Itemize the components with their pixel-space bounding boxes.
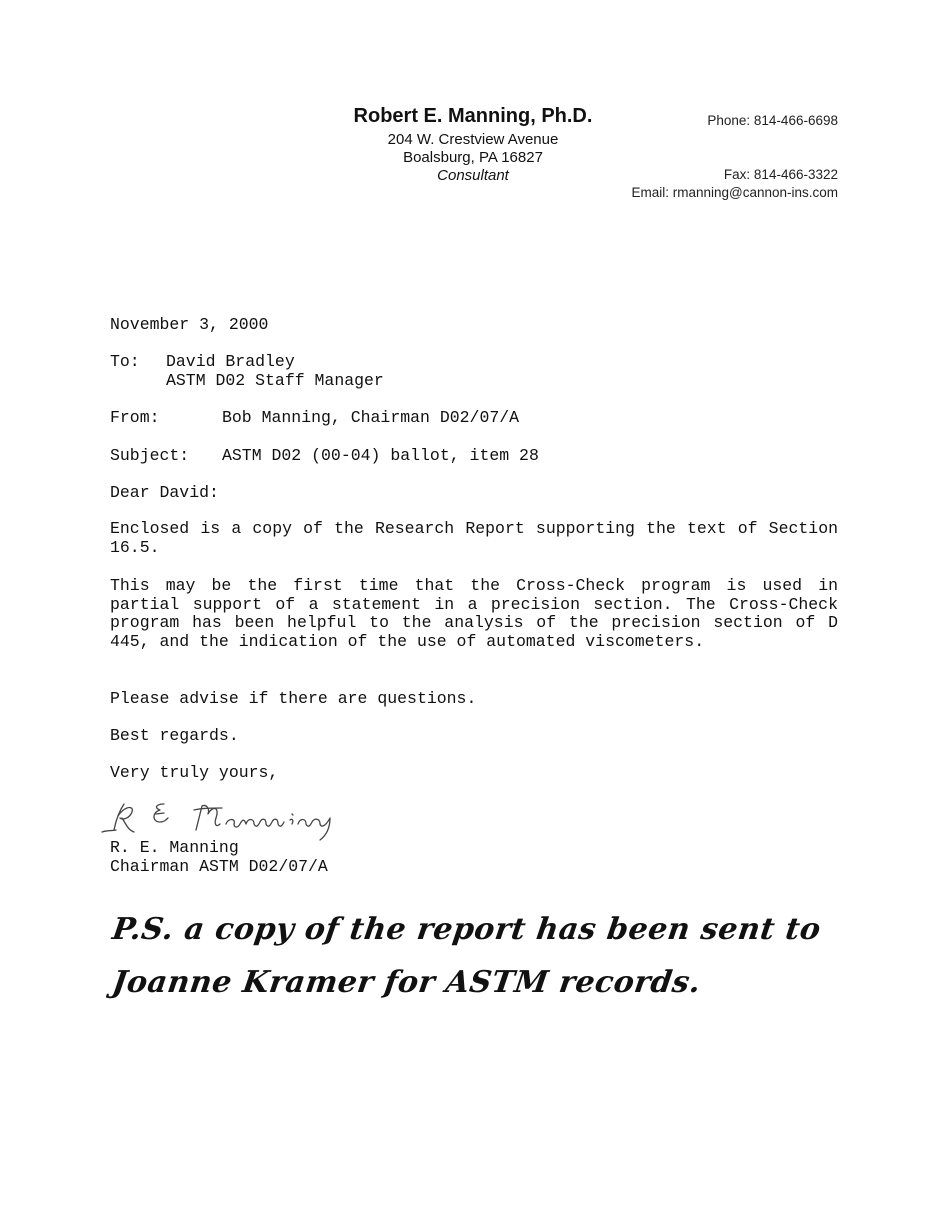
memo-to-title: ASTM D02 Staff Manager bbox=[166, 371, 384, 390]
memo-from-line bbox=[110, 408, 519, 427]
letterhead-phone: Phone: 814-466-6698 bbox=[707, 113, 838, 128]
postscript-line-1: P.S. a copy of the report has been sent to bbox=[110, 912, 824, 947]
best-regards: Best regards. bbox=[110, 726, 239, 745]
salutation: Dear David: bbox=[110, 483, 219, 502]
letterhead-address-line2: Boalsburg, PA 16827 bbox=[403, 149, 543, 166]
letterhead-fax: Fax: 814-466-3322 bbox=[723, 167, 838, 182]
body-paragraph-1: Enclosed is a copy of the Research Report supporting the text of Section 16.5. bbox=[110, 519, 838, 557]
memo-subject-label: Subject: bbox=[110, 446, 190, 465]
letterhead-title: Consultant bbox=[437, 167, 509, 184]
memo-to-line bbox=[110, 352, 295, 371]
signer-name: R. E. Manning bbox=[110, 838, 239, 857]
memo-from-label: From: bbox=[110, 408, 160, 427]
memo-to-label: To: bbox=[110, 352, 140, 371]
letterhead-address-line1: 204 W. Crestview Avenue bbox=[387, 131, 559, 148]
letterhead-email: Email: rmanning@cannon-ins.com bbox=[631, 185, 838, 200]
memo-from-value: Bob Manning, Chairman D02/07/A bbox=[222, 408, 520, 427]
handwritten-signature bbox=[98, 796, 348, 842]
memo-to-name: David Bradley bbox=[166, 352, 295, 371]
signer-title: Chairman ASTM D02/07/A bbox=[110, 857, 328, 876]
letter-date: November 3, 2000 bbox=[110, 315, 269, 334]
body-paragraph-2: This may be the first time that the Cross-Check program is used in partial support of a statement in a precision section. The Cross-Check program has been helpful to the analysis of the precision section of D 445, and the indication of the use of automated viscometers. bbox=[110, 576, 838, 652]
memo-subject-line bbox=[110, 446, 539, 465]
letterhead-name: Robert E. Manning, Ph.D. bbox=[353, 105, 593, 127]
memo-subject-value: ASTM D02 (00-04) ballot, item 28 bbox=[222, 446, 539, 465]
closing: Very truly yours, bbox=[110, 763, 279, 782]
body-paragraph-3: Please advise if there are questions. bbox=[110, 689, 477, 708]
postscript-line-2: Joanne Kramer for ASTM records. bbox=[110, 965, 704, 1000]
